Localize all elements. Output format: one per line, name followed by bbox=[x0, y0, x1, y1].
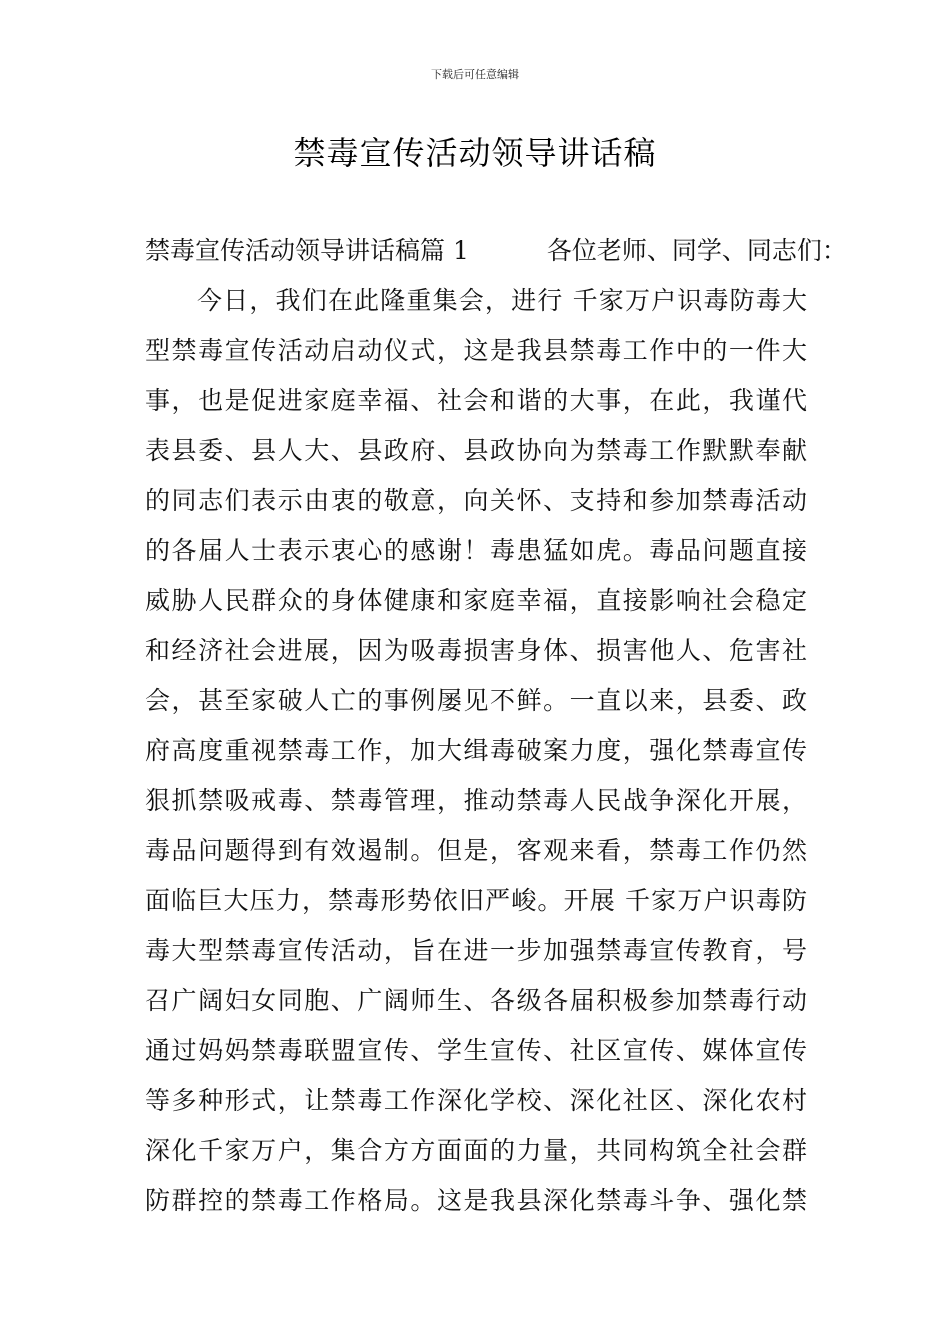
paragraph-line: 表县委、县人大、县政府、县政协向为禁毒工作默默奉献 bbox=[145, 436, 807, 465]
section-heading: 禁毒宣传活动领导讲话稿篇 1 bbox=[145, 236, 469, 265]
paragraph-line: 威胁人民群众的身体健康和家庭幸福，直接影响社会稳定 bbox=[145, 586, 807, 615]
paragraph-line: 和经济社会进展，因为吸毒损害身体、损害他人、危害社 bbox=[145, 636, 807, 665]
paragraph-line: 防群控的禁毒工作格局。这是我县深化禁毒斗争、强化禁 bbox=[145, 1186, 807, 1215]
section-heading-line bbox=[145, 226, 847, 276]
paragraph-line: 府高度重视禁毒工作，加大缉毒破案力度，强化禁毒宣传 bbox=[145, 736, 807, 765]
paragraph-line: 面临巨大压力，禁毒形势依旧严峻。开展 千家万户识毒防 bbox=[145, 886, 807, 915]
paragraph-line: 召广阔妇女同胞、广阔师生、各级各届积极参加禁毒行动 bbox=[145, 986, 807, 1015]
document-body bbox=[145, 226, 847, 1226]
paragraph-line: 狠抓禁吸戒毒、禁毒管理，推动禁毒人民战争深化开展， bbox=[145, 786, 807, 815]
paragraph-line: 等多种形式，让禁毒工作深化学校、深化社区、深化农村 bbox=[145, 1086, 807, 1115]
paragraph-line: 毒大型禁毒宣传活动，旨在进一步加强禁毒宣传教育，号 bbox=[145, 936, 807, 965]
paragraph-line: 今日，我们在此隆重集会，进行 千家万户识毒防毒大 bbox=[197, 286, 807, 315]
salutation: 各位老师、同学、同志们： bbox=[546, 236, 847, 265]
page-title: 禁毒宣传活动领导讲话稿 bbox=[293, 134, 657, 172]
paragraph-line: 深化千家万户，集合方方面面的力量，共同构筑全社会群 bbox=[145, 1136, 807, 1165]
paragraph-line: 通过妈妈禁毒联盟宣传、学生宣传、社区宣传、媒体宣传 bbox=[145, 1036, 807, 1065]
paragraph-line: 的各届人士表示衷心的感谢！毒患猛如虎。毒品问题直接 bbox=[145, 536, 807, 565]
paragraph-line: 毒品问题得到有效遏制。但是，客观来看，禁毒工作仍然 bbox=[145, 836, 807, 865]
header-note: 下载后可任意编辑 bbox=[431, 68, 519, 81]
paragraph-line: 型禁毒宣传活动启动仪式，这是我县禁毒工作中的一件大 bbox=[145, 336, 807, 365]
paragraph-line: 事，也是促进家庭幸福、社会和谐的大事，在此，我谨代 bbox=[145, 386, 807, 415]
paragraph-line: 会，甚至家破人亡的事例屡见不鲜。一直以来，县委、政 bbox=[145, 686, 807, 715]
paragraph-line: 的同志们表示由衷的敬意，向关怀、支持和参加禁毒活动 bbox=[145, 486, 807, 515]
